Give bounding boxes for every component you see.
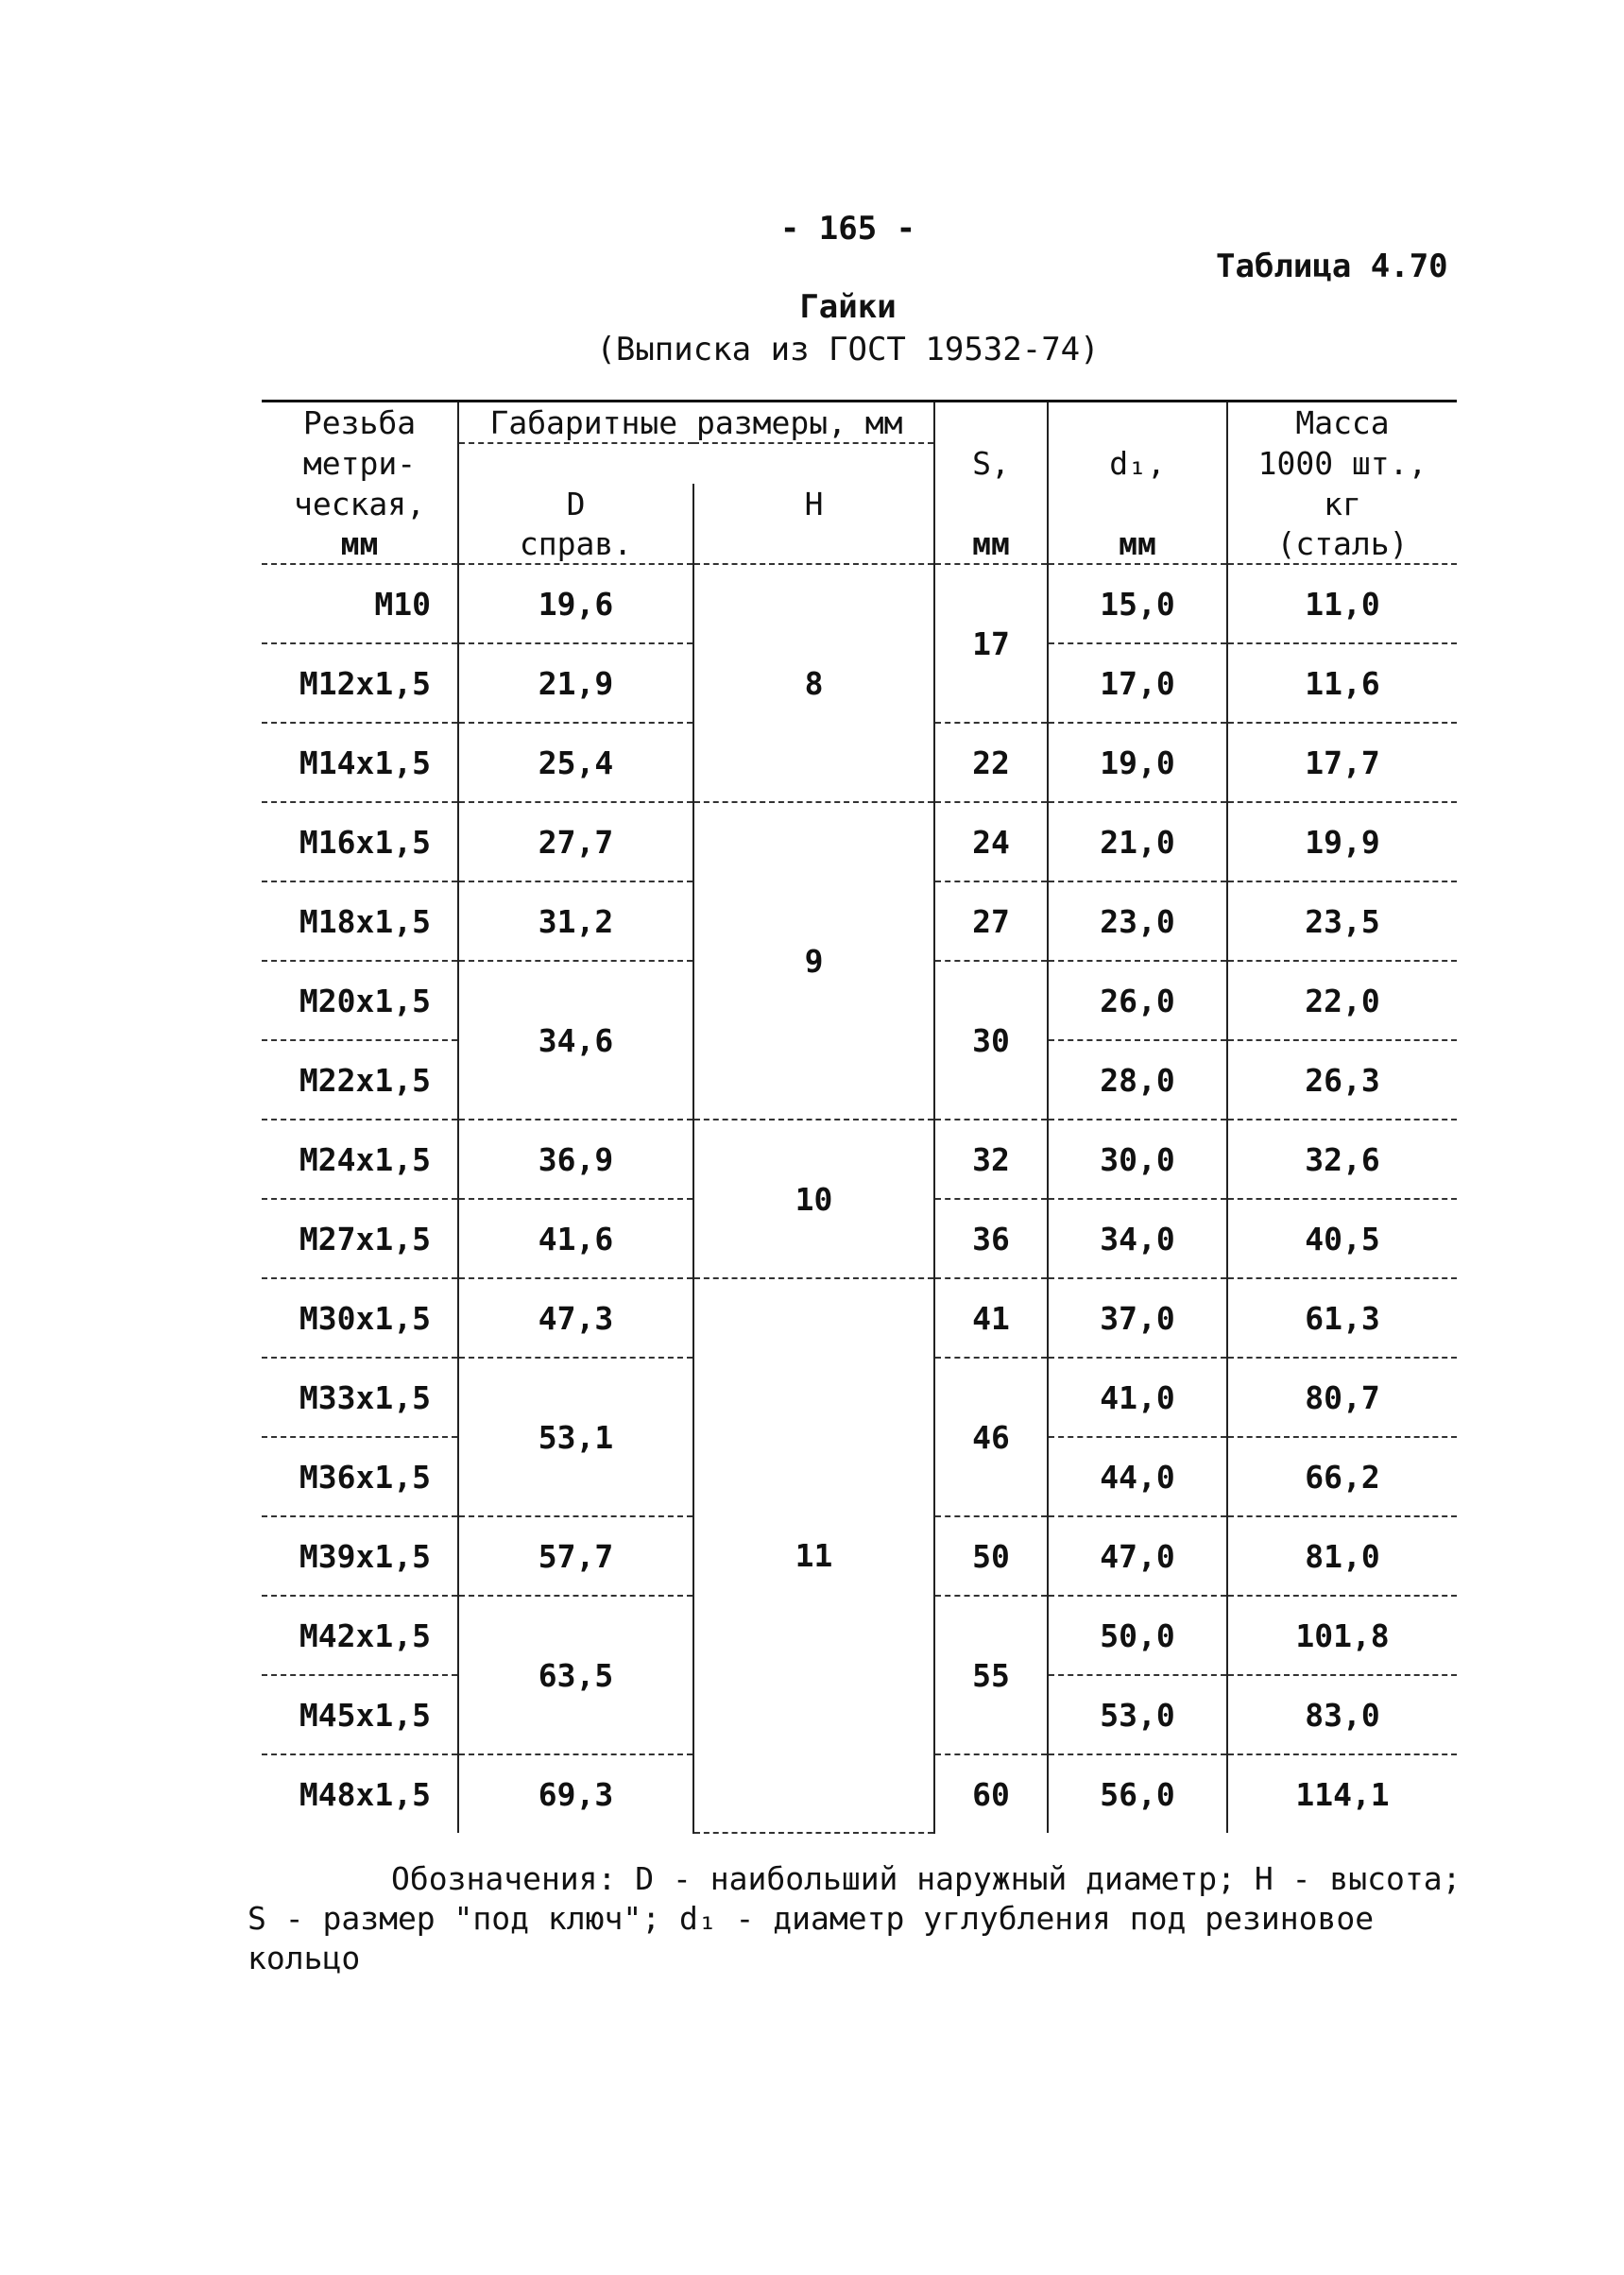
cell-d1: 28,0 [1048, 1040, 1227, 1120]
header-d1: d₁, [1048, 443, 1227, 484]
cell-d1: 41,0 [1048, 1358, 1227, 1437]
cell-mass: 32,6 [1227, 1120, 1457, 1199]
cell-d: 34,6 [458, 961, 693, 1120]
cell-mass: 22,0 [1227, 961, 1457, 1040]
cell-d: 63,5 [458, 1596, 693, 1754]
cell-d: 19,6 [458, 564, 693, 643]
cell-thread: M12x1,5 [262, 643, 458, 723]
table-label: Таблица 4.70 [1216, 248, 1448, 285]
cell-s: 17 [934, 564, 1048, 723]
table-row [262, 564, 1457, 643]
header-overall-dimensions: Габаритные размеры, мм [458, 402, 934, 444]
cell-d1: 19,0 [1048, 723, 1227, 802]
cell-mass: 23,5 [1227, 881, 1457, 961]
cell-thread: M48x1,5 [299, 1775, 431, 1813]
header-thread: ческая, [293, 485, 426, 522]
cell-d: 25,4 [458, 723, 693, 802]
cell-s: 27 [934, 881, 1048, 961]
cell-mass: 61,3 [1227, 1278, 1457, 1358]
cell-d: 21,9 [458, 643, 693, 723]
cell-thread: M42x1,5 [262, 1596, 458, 1675]
cell-d1: 34,0 [1048, 1199, 1227, 1278]
header-h: H [693, 484, 934, 523]
cell-thread: M45x1,5 [262, 1675, 458, 1754]
cell-s: 41 [934, 1278, 1048, 1358]
header-mass: 1000 шт., [1227, 443, 1457, 484]
page-number: - 165 - [779, 210, 916, 248]
cell-d1: 47,0 [1048, 1516, 1227, 1596]
footnote [248, 1859, 1462, 1978]
header-d1-blank [1048, 402, 1227, 444]
cell-d: 69,3 [458, 1754, 693, 1833]
cell-d1: 26,0 [1048, 961, 1227, 1040]
header-h-blank [693, 443, 934, 484]
cell-thread: M18x1,5 [262, 881, 458, 961]
cell-mass: 26,3 [1227, 1040, 1457, 1120]
table-row [262, 802, 1457, 881]
header-thread: метри- [302, 445, 417, 482]
cell-thread: M36x1,5 [262, 1437, 458, 1516]
cell-s: 55 [934, 1596, 1048, 1754]
cell-s: 22 [934, 723, 1048, 802]
cell-mass: 83,0 [1227, 1675, 1457, 1754]
cell-mass: 19,9 [1227, 802, 1457, 881]
footnote-line: Обозначения: D - наибольший наружный диаметр; H - высота; [391, 1860, 1462, 1897]
cell-h: 11 [693, 1278, 934, 1833]
cell-d1: 17,0 [1048, 643, 1227, 723]
cell-d1: 50,0 [1048, 1596, 1227, 1675]
header-d1-blank [1048, 484, 1227, 523]
cell-d1: 53,0 [1048, 1675, 1227, 1754]
cell-thread: M27x1,5 [262, 1199, 458, 1278]
footnote-line: кольцо [248, 1940, 361, 1976]
cell-d1: 30,0 [1048, 1120, 1227, 1199]
cell-s: 50 [934, 1516, 1048, 1596]
cell-h: 8 [693, 564, 934, 802]
cell-s: 32 [934, 1120, 1048, 1199]
table-header [262, 402, 1457, 565]
header-s-unit: мм [934, 523, 1048, 564]
cell-d: 53,1 [458, 1358, 693, 1516]
cell-d1: 37,0 [1048, 1278, 1227, 1358]
cell-mass: 40,5 [1227, 1199, 1457, 1278]
cell-mass: 11,0 [1227, 564, 1457, 643]
cell-thread: M24x1,5 [262, 1120, 458, 1199]
header-thread: мм [262, 523, 458, 564]
table-title: Гайки [799, 288, 897, 326]
cell-h: 10 [693, 1120, 934, 1278]
header-d1-unit: мм [1048, 523, 1227, 564]
header-h-blank [693, 523, 934, 564]
cell-s: 24 [934, 802, 1048, 881]
cell-d: 47,3 [458, 1278, 693, 1358]
cell-d: 27,7 [458, 802, 693, 881]
header-d: справ. [458, 523, 693, 564]
nuts-table [262, 400, 1457, 1834]
header-d: D [458, 484, 693, 523]
cell-mass: 66,2 [1227, 1437, 1457, 1516]
table-row [262, 1278, 1457, 1358]
cell-mass: 81,0 [1227, 1516, 1457, 1596]
cell-d: 57,7 [458, 1516, 693, 1596]
header-mass: кг [1227, 484, 1457, 523]
cell-mass: 80,7 [1227, 1358, 1457, 1437]
cell-mass: 114,1 [1227, 1754, 1457, 1833]
cell-thread: M14x1,5 [262, 723, 458, 802]
header-mass: (сталь) [1227, 523, 1457, 564]
cell-d1: 44,0 [1048, 1437, 1227, 1516]
cell-s: 30 [934, 961, 1048, 1120]
header-s-blank [934, 484, 1048, 523]
cell-thread: M33x1,5 [262, 1358, 458, 1437]
cell-d1: 23,0 [1048, 881, 1227, 961]
cell-mass: 101,8 [1227, 1596, 1457, 1675]
header-s-blank [934, 402, 1048, 444]
cell-d: 36,9 [458, 1120, 693, 1199]
cell-thread: M16x1,5 [262, 802, 458, 881]
table-subtitle: (Выписка из ГОСТ 19532-74) [596, 331, 1100, 368]
cell-s: 60 [934, 1754, 1048, 1833]
cell-d: 31,2 [458, 881, 693, 961]
cell-thread: M10 [262, 564, 458, 643]
cell-mass: 17,7 [1227, 723, 1457, 802]
cell-d: 41,6 [458, 1199, 693, 1278]
header-mass: Масса [1227, 402, 1457, 444]
cell-s: 36 [934, 1199, 1048, 1278]
table-row [262, 1120, 1457, 1199]
cell-mass: 11,6 [1227, 643, 1457, 723]
cell-thread: M30x1,5 [262, 1278, 458, 1358]
header-thread: Резьба [262, 402, 458, 444]
cell-d1: 56,0 [1048, 1754, 1227, 1833]
cell-s: 46 [934, 1358, 1048, 1516]
footnote-line: S - размер "под ключ"; d₁ - диаметр углубления под резиновое [248, 1900, 1375, 1937]
table-body [262, 564, 1457, 1833]
cell-thread: M39x1,5 [262, 1516, 458, 1596]
header-d-blank [458, 443, 693, 484]
header-s: S, [934, 443, 1048, 484]
cell-h: 9 [693, 802, 934, 1120]
cell-d1: 15,0 [1048, 564, 1227, 643]
cell-thread: M22x1,5 [262, 1040, 458, 1120]
cell-thread: M20x1,5 [262, 961, 458, 1040]
cell-d1: 21,0 [1048, 802, 1227, 881]
